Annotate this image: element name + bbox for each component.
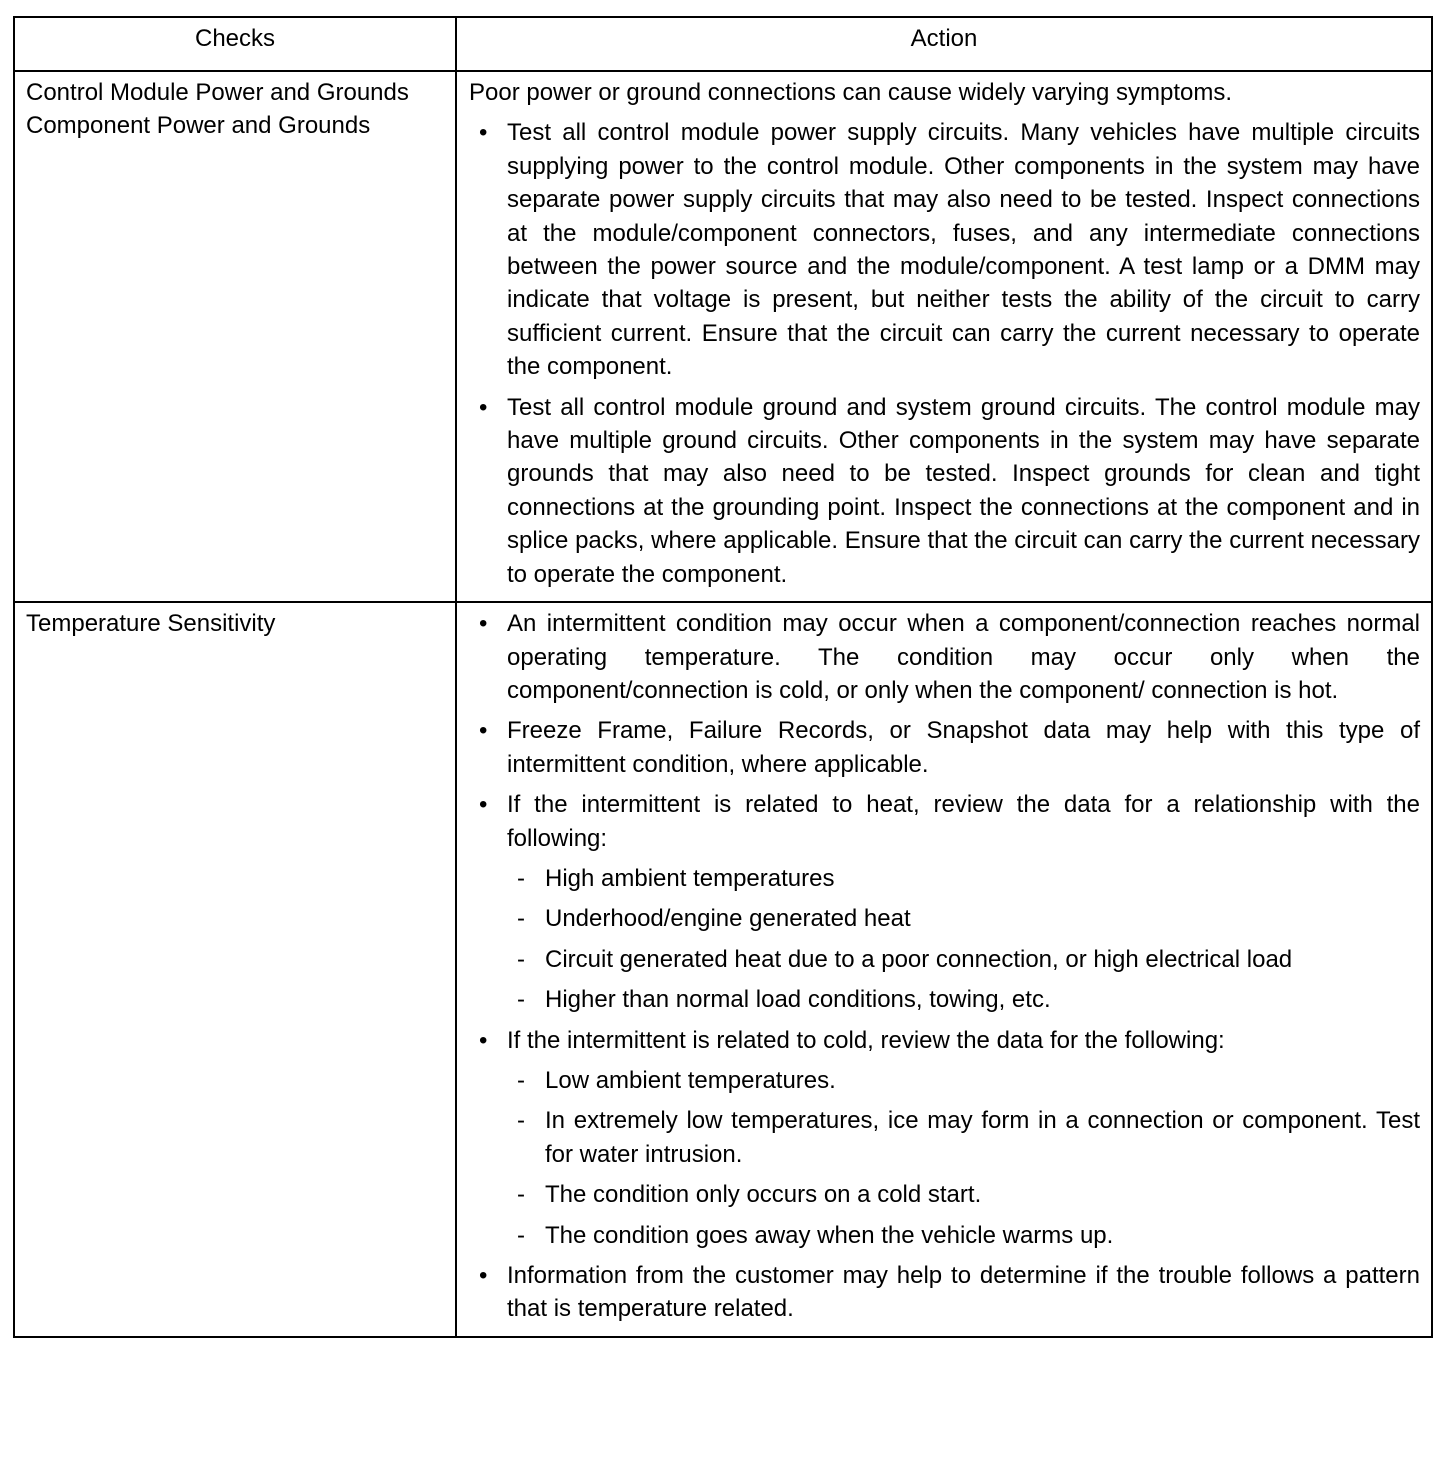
checks-cell <box>14 602 456 1337</box>
bullet-text: If the intermittent is related to cold, review the data for the following: <box>507 1026 1225 1054</box>
sub-text: Low ambient temperatures. <box>545 1066 836 1094</box>
dash-icon: - <box>517 1181 525 1209</box>
bullet-list <box>469 116 1420 591</box>
bullet-text: Information from the customer may help to determine if the trouble follows a pattern that is temperature related. <box>507 1262 1420 1323</box>
dash-icon: - <box>517 905 525 933</box>
table-row <box>14 602 1432 1337</box>
dash-icon: - <box>517 986 525 1014</box>
bullet-item <box>469 788 1420 1016</box>
sub-text: Underhood/engine generated heat <box>545 905 911 933</box>
dash-icon: - <box>517 1107 525 1135</box>
bullet-item <box>469 1259 1420 1326</box>
header-checks: Checks <box>14 17 456 71</box>
dash-icon: - <box>517 945 525 973</box>
bullet-icon: • <box>479 791 488 819</box>
action-cell <box>456 602 1432 1337</box>
check-label: Control Module Power and Grounds <box>26 79 409 106</box>
bullet-list <box>469 607 1420 1326</box>
header-row <box>14 17 1432 71</box>
action-cell <box>456 71 1432 602</box>
sub-text: High ambient temperatures <box>545 864 835 892</box>
check-label: Component Power and Grounds <box>26 112 371 140</box>
bullet-item <box>469 714 1420 781</box>
sub-item <box>507 1064 1420 1097</box>
table-row <box>14 71 1432 602</box>
dash-icon: - <box>517 1066 525 1094</box>
bullet-text: An intermittent condition may occur when a component/connection reaches normal operating temperature. The condition may occur only when the component/connection is cold, or only when the component/ connection is hot. <box>507 610 1420 704</box>
sub-text: In extremely low temperatures, ice may form in a connection or component. Test for water intrusion. <box>545 1107 1420 1168</box>
sub-item <box>507 1104 1420 1171</box>
action-intro: Poor power or ground connections can cause widely varying symptoms. <box>469 79 1233 106</box>
sub-list <box>507 862 1420 1017</box>
sub-text: Higher than normal load conditions, towing, etc. <box>545 986 1051 1014</box>
sub-text: Circuit generated heat due to a poor connection, or high electrical load <box>545 945 1293 973</box>
dash-icon: - <box>517 1221 525 1249</box>
bullet-item <box>469 1024 1420 1252</box>
bullet-text: Freeze Frame, Failure Records, or Snapshot data may help with this type of intermittent condition, where applicable. <box>507 717 1420 778</box>
bullet-item <box>469 391 1420 591</box>
bullet-icon: • <box>479 119 488 147</box>
bullet-icon: • <box>479 717 488 745</box>
sub-item <box>507 1219 1420 1252</box>
bullet-item <box>469 607 1420 707</box>
bullet-icon: • <box>479 610 488 638</box>
sub-item <box>507 983 1420 1016</box>
sub-text: The condition only occurs on a cold start. <box>545 1181 982 1209</box>
bullet-text: If the intermittent is related to heat, review the data for a relationship with the following: <box>507 791 1420 852</box>
sub-item <box>507 862 1420 895</box>
bullet-item <box>469 116 1420 383</box>
bullet-icon: • <box>479 1262 488 1289</box>
bullet-text: Test all control module power supply circuits. Many vehicles have multiple circuits supplying power to the control module. Other components in the system may have separate power supply circuits that may also need to be tested. Inspect connections at the module/component connectors, fuses, and any intermediate connections between the power source and the module/component. A test lamp or a DMM may indicate that voltage is present, but neither tests the ability of the circuit to carry sufficient current. Ensure that the circuit can carry the current necessary to operate the component. <box>507 119 1420 381</box>
bullet-text: Test all control module ground and system ground circuits. The control module may have multiple ground circuits. Other components in the system may have separate grounds that may also need to be tested. Inspect grounds for clean and tight connections at the grounding point. Inspect the connections at the component and in splice packs, where applicable. Ensure that the circuit can carry the current necessary to operate the component. <box>507 393 1420 588</box>
sub-list <box>507 1064 1420 1252</box>
bullet-icon: • <box>479 393 488 421</box>
sub-item <box>507 943 1420 976</box>
sub-item <box>507 1178 1420 1211</box>
diagnostic-checks-table <box>13 16 1433 1338</box>
header-action: Action <box>456 17 1432 71</box>
bullet-icon: • <box>479 1026 488 1054</box>
sub-text: The condition goes away when the vehicle warms up. <box>545 1221 1114 1249</box>
dash-icon: - <box>517 864 525 892</box>
check-label: Temperature Sensitivity <box>26 610 276 638</box>
checks-cell <box>14 71 456 602</box>
sub-item <box>507 902 1420 935</box>
